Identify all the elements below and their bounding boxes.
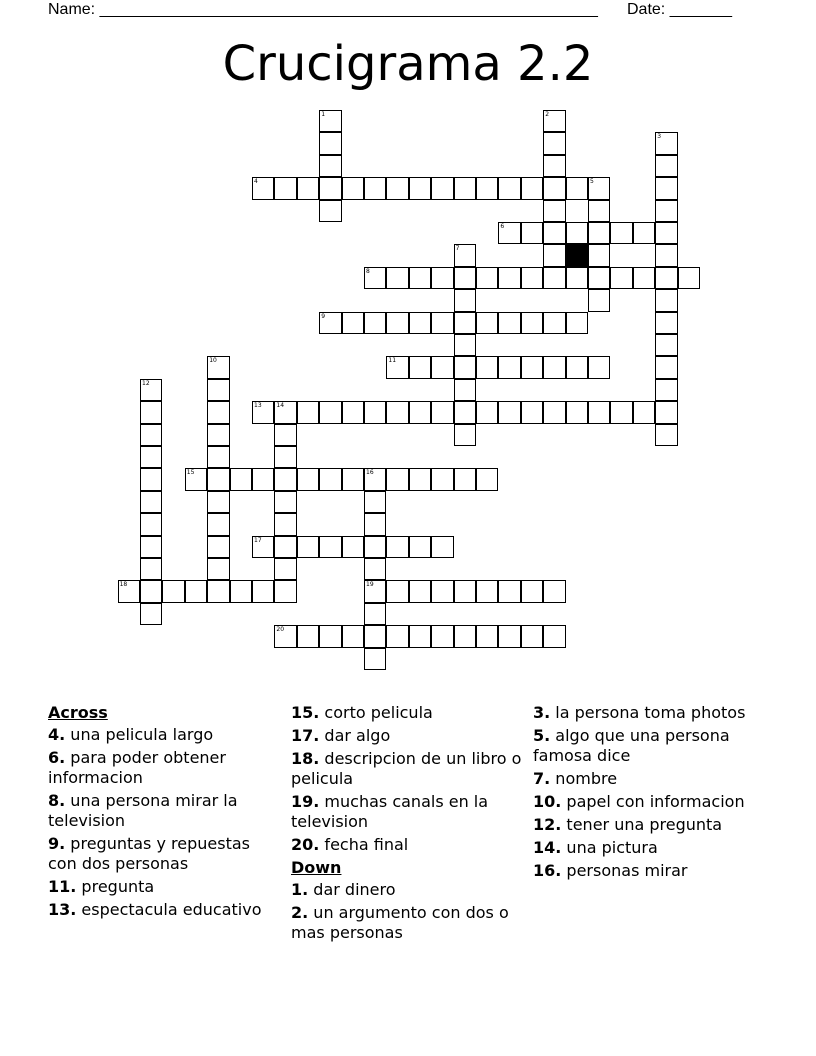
grid-cell[interactable] bbox=[431, 177, 453, 199]
clue-number: 12. bbox=[533, 815, 562, 834]
grid-cell[interactable] bbox=[364, 177, 386, 199]
grid-cell[interactable] bbox=[342, 312, 364, 334]
grid-cell[interactable] bbox=[342, 625, 364, 647]
grid-cell[interactable] bbox=[140, 580, 162, 602]
grid-cell[interactable] bbox=[386, 312, 408, 334]
cell-number: 15 bbox=[186, 469, 195, 477]
grid-cell[interactable] bbox=[543, 625, 565, 647]
clue-number: 14. bbox=[533, 838, 562, 857]
grid-cell[interactable] bbox=[588, 289, 610, 311]
clue-number: 4. bbox=[48, 725, 66, 744]
grid-cell[interactable] bbox=[521, 222, 543, 244]
cell-number: 6 bbox=[500, 223, 505, 230]
grid-cell[interactable] bbox=[207, 558, 229, 580]
cell-number: 19 bbox=[366, 581, 374, 589]
grid-cell[interactable] bbox=[476, 267, 498, 289]
grid-cell[interactable] bbox=[230, 580, 252, 602]
name-label: Name: ________________________________________________________ bbox=[48, 1, 598, 18]
grid-cell[interactable] bbox=[319, 132, 341, 154]
grid-cell[interactable] bbox=[521, 312, 543, 334]
grid-cell[interactable] bbox=[431, 580, 453, 602]
grid-cell[interactable] bbox=[140, 424, 162, 446]
across-clue-20 bbox=[291, 835, 526, 855]
grid-cell[interactable] bbox=[386, 401, 408, 423]
clue-number: 2. bbox=[291, 903, 309, 922]
grid-cell[interactable] bbox=[364, 513, 386, 535]
grid-cell[interactable] bbox=[409, 401, 431, 423]
down-clue-1 bbox=[291, 880, 526, 900]
clue-text: para poder obtener informacion bbox=[48, 748, 226, 787]
grid-cell[interactable] bbox=[409, 177, 431, 199]
cell-number: 7 bbox=[455, 245, 460, 253]
grid-cell[interactable] bbox=[566, 312, 588, 334]
cell-number: 14 bbox=[276, 402, 285, 410]
grid-cell[interactable] bbox=[633, 267, 655, 289]
clue-text: papel con informacion bbox=[561, 792, 745, 811]
grid-cell[interactable] bbox=[207, 491, 229, 513]
grid-cell[interactable] bbox=[610, 401, 632, 423]
grid-cell[interactable] bbox=[610, 267, 632, 289]
grid-cell[interactable] bbox=[207, 424, 229, 446]
grid-cell[interactable] bbox=[207, 513, 229, 535]
shaded-cell bbox=[566, 244, 588, 266]
grid-cell[interactable] bbox=[118, 580, 140, 602]
grid-cell[interactable] bbox=[454, 244, 476, 266]
grid-cell[interactable] bbox=[386, 267, 408, 289]
grid-cell[interactable] bbox=[610, 222, 632, 244]
clue-number: 11. bbox=[48, 877, 77, 896]
cell-number: 2 bbox=[545, 111, 550, 118]
down-clue-14 bbox=[533, 838, 768, 858]
grid-cell[interactable] bbox=[364, 603, 386, 625]
grid-cell[interactable] bbox=[162, 580, 184, 602]
clue-number: 3. bbox=[533, 703, 551, 722]
grid-cell[interactable] bbox=[274, 446, 296, 468]
grid-cell[interactable] bbox=[409, 356, 431, 378]
across-clue-17 bbox=[291, 726, 526, 746]
grid-cell[interactable] bbox=[655, 177, 677, 199]
grid-cell[interactable] bbox=[476, 580, 498, 602]
grid-cell[interactable] bbox=[431, 536, 453, 558]
grid-cell[interactable] bbox=[655, 379, 677, 401]
cell-number: 8 bbox=[366, 267, 370, 275]
grid-cell[interactable] bbox=[207, 446, 229, 468]
grid-cell[interactable] bbox=[476, 177, 498, 199]
grid-cell[interactable] bbox=[297, 401, 319, 423]
grid-cell[interactable] bbox=[230, 468, 252, 490]
grid-cell[interactable] bbox=[364, 580, 386, 602]
clue-text: una pelicula largo bbox=[65, 725, 214, 744]
across-clue-11 bbox=[48, 877, 283, 897]
grid-cell[interactable] bbox=[140, 491, 162, 513]
clue-number: 9. bbox=[48, 834, 66, 853]
down-clue-7 bbox=[533, 769, 768, 789]
clue-text: espectacula educativo bbox=[76, 900, 262, 919]
cell-number: 4 bbox=[254, 178, 258, 186]
grid-cell[interactable] bbox=[274, 558, 296, 580]
grid-cell[interactable] bbox=[498, 177, 520, 199]
clue-number: 19. bbox=[291, 792, 320, 811]
clue-text: nombre bbox=[550, 769, 618, 788]
grid-cell[interactable] bbox=[498, 312, 520, 334]
clue-number: 18. bbox=[291, 749, 320, 768]
clue-text: una pictura bbox=[561, 838, 658, 857]
cell-number: 9 bbox=[321, 312, 326, 320]
grid-cell[interactable] bbox=[431, 267, 453, 289]
clue-number: 13. bbox=[48, 900, 77, 919]
grid-cell[interactable] bbox=[566, 177, 588, 199]
clue-number: 17. bbox=[291, 726, 320, 745]
grid-cell[interactable] bbox=[319, 110, 341, 132]
grid-cell[interactable] bbox=[521, 267, 543, 289]
grid-cell[interactable] bbox=[588, 222, 610, 244]
grid-cell[interactable] bbox=[655, 132, 677, 154]
grid-cell[interactable] bbox=[364, 312, 386, 334]
grid-cell[interactable] bbox=[498, 356, 520, 378]
grid-cell[interactable] bbox=[431, 312, 453, 334]
grid-cell[interactable] bbox=[655, 334, 677, 356]
grid-cell[interactable] bbox=[364, 558, 386, 580]
clue-number: 8. bbox=[48, 791, 66, 810]
grid-cell[interactable] bbox=[454, 424, 476, 446]
grid-cell[interactable] bbox=[498, 267, 520, 289]
grid-cell[interactable] bbox=[476, 312, 498, 334]
grid-cell[interactable] bbox=[274, 177, 296, 199]
down-clue-10 bbox=[533, 792, 768, 812]
across-clue-19 bbox=[291, 792, 526, 832]
grid-cell[interactable] bbox=[274, 468, 296, 490]
across-clue-13 bbox=[48, 900, 283, 920]
down-clue-16 bbox=[533, 861, 768, 881]
grid-cell[interactable] bbox=[543, 267, 565, 289]
grid-cell[interactable] bbox=[431, 356, 453, 378]
clue-column-3 bbox=[533, 703, 768, 884]
grid-cell[interactable] bbox=[342, 401, 364, 423]
grid-cell[interactable] bbox=[543, 312, 565, 334]
down-clue-5 bbox=[533, 726, 768, 766]
grid-cell[interactable] bbox=[588, 401, 610, 423]
grid-cell[interactable] bbox=[655, 356, 677, 378]
grid-cell[interactable] bbox=[207, 379, 229, 401]
grid-cell[interactable] bbox=[566, 401, 588, 423]
grid-cell[interactable] bbox=[588, 244, 610, 266]
grid-cell[interactable] bbox=[521, 177, 543, 199]
grid-cell[interactable] bbox=[678, 267, 700, 289]
grid-cell[interactable] bbox=[274, 424, 296, 446]
grid-cell[interactable] bbox=[655, 424, 677, 446]
clue-text: muchas canals en la television bbox=[291, 792, 489, 831]
clue-text: una persona mirar la television bbox=[48, 791, 238, 830]
grid-cell[interactable] bbox=[543, 132, 565, 154]
clue-text: tener una pregunta bbox=[561, 815, 723, 834]
grid-cell[interactable] bbox=[588, 200, 610, 222]
grid-cell[interactable] bbox=[140, 558, 162, 580]
grid-cell[interactable] bbox=[386, 177, 408, 199]
grid-cell[interactable] bbox=[498, 625, 520, 647]
cell-number: 18 bbox=[119, 581, 128, 589]
grid-cell[interactable] bbox=[274, 625, 296, 647]
grid-cell[interactable] bbox=[207, 468, 229, 490]
grid-cell[interactable] bbox=[454, 289, 476, 311]
grid-cell[interactable] bbox=[342, 468, 364, 490]
grid-cell[interactable] bbox=[386, 625, 408, 647]
grid-cell[interactable] bbox=[454, 379, 476, 401]
clue-text: corto pelicula bbox=[319, 703, 433, 722]
grid-cell[interactable] bbox=[476, 356, 498, 378]
grid-cell[interactable] bbox=[498, 580, 520, 602]
grid-cell[interactable] bbox=[543, 401, 565, 423]
grid-cell[interactable] bbox=[386, 468, 408, 490]
grid-cell[interactable] bbox=[386, 580, 408, 602]
across-clue-8 bbox=[48, 791, 283, 831]
grid-cell[interactable] bbox=[566, 356, 588, 378]
grid-cell[interactable] bbox=[566, 267, 588, 289]
grid-cell[interactable] bbox=[431, 468, 453, 490]
grid-cell[interactable] bbox=[655, 267, 677, 289]
grid-cell[interactable] bbox=[342, 536, 364, 558]
grid-cell[interactable] bbox=[140, 513, 162, 535]
grid-cell[interactable] bbox=[364, 468, 386, 490]
cell-number: 17 bbox=[254, 536, 262, 544]
grid-cell[interactable] bbox=[454, 468, 476, 490]
grid-cell[interactable] bbox=[140, 536, 162, 558]
grid-cell[interactable] bbox=[140, 468, 162, 490]
grid-cell[interactable] bbox=[543, 200, 565, 222]
grid-cell[interactable] bbox=[297, 177, 319, 199]
grid-cell[interactable] bbox=[454, 267, 476, 289]
grid-cell[interactable] bbox=[655, 312, 677, 334]
grid-cell[interactable] bbox=[319, 200, 341, 222]
grid-cell[interactable] bbox=[252, 536, 274, 558]
clue-text: dar algo bbox=[319, 726, 391, 745]
clue-text: personas mirar bbox=[561, 861, 688, 880]
grid-cell[interactable] bbox=[252, 580, 274, 602]
grid-cell[interactable] bbox=[655, 200, 677, 222]
grid-cell[interactable] bbox=[319, 177, 341, 199]
cell-number: 5 bbox=[590, 178, 594, 186]
grid-cell[interactable] bbox=[454, 625, 476, 647]
down-clue-12 bbox=[533, 815, 768, 835]
grid-cell[interactable] bbox=[633, 222, 655, 244]
grid-cell[interactable] bbox=[655, 401, 677, 423]
grid-cell[interactable] bbox=[454, 356, 476, 378]
across-clue-6 bbox=[48, 748, 283, 788]
grid-cell[interactable] bbox=[274, 536, 296, 558]
clue-text: preguntas y repuestas con dos personas bbox=[48, 834, 250, 873]
grid-cell[interactable] bbox=[543, 580, 565, 602]
grid-cell[interactable] bbox=[185, 468, 207, 490]
clue-text: dar dinero bbox=[308, 880, 396, 899]
grid-cell[interactable] bbox=[140, 446, 162, 468]
clue-column-1 bbox=[48, 703, 283, 923]
grid-cell[interactable] bbox=[566, 222, 588, 244]
grid-cell[interactable] bbox=[521, 401, 543, 423]
grid-cell[interactable] bbox=[364, 536, 386, 558]
grid-cell[interactable] bbox=[498, 222, 520, 244]
grid-cell[interactable] bbox=[454, 580, 476, 602]
cell-number: 3 bbox=[657, 133, 662, 141]
grid-cell[interactable] bbox=[274, 491, 296, 513]
grid-cell[interactable] bbox=[207, 401, 229, 423]
cell-number: 12 bbox=[142, 379, 150, 387]
grid-cell[interactable] bbox=[252, 401, 274, 423]
grid-cell[interactable] bbox=[521, 625, 543, 647]
grid-cell[interactable] bbox=[364, 401, 386, 423]
grid-cell[interactable] bbox=[342, 177, 364, 199]
clue-column-2 bbox=[291, 703, 526, 946]
date-label: Date: _______ bbox=[627, 1, 732, 18]
grid-cell[interactable] bbox=[364, 267, 386, 289]
grid-cell[interactable] bbox=[454, 334, 476, 356]
grid-cell[interactable] bbox=[543, 244, 565, 266]
clue-text: fecha final bbox=[319, 835, 409, 854]
grid-cell[interactable] bbox=[252, 177, 274, 199]
grid-cell[interactable] bbox=[297, 625, 319, 647]
grid-cell[interactable] bbox=[297, 468, 319, 490]
cell-number: 13 bbox=[254, 402, 262, 410]
clue-number: 5. bbox=[533, 726, 551, 745]
grid-cell[interactable] bbox=[655, 155, 677, 177]
grid-cell[interactable] bbox=[476, 625, 498, 647]
grid-cell[interactable] bbox=[409, 312, 431, 334]
cell-number: 1 bbox=[321, 111, 326, 118]
grid-cell[interactable] bbox=[409, 625, 431, 647]
across-heading: Across bbox=[48, 703, 108, 722]
grid-cell[interactable] bbox=[409, 468, 431, 490]
cell-number: 10 bbox=[209, 357, 217, 365]
across-clue-15 bbox=[291, 703, 526, 723]
grid-cell[interactable] bbox=[409, 536, 431, 558]
across-clue-18 bbox=[291, 749, 526, 789]
grid-cell[interactable] bbox=[140, 379, 162, 401]
grid-cell[interactable] bbox=[319, 155, 341, 177]
clue-number: 20. bbox=[291, 835, 320, 854]
grid-cell[interactable] bbox=[364, 625, 386, 647]
cell-number: 20 bbox=[276, 626, 285, 634]
grid-cell[interactable] bbox=[588, 177, 610, 199]
grid-cell[interactable] bbox=[319, 401, 341, 423]
grid-cell[interactable] bbox=[319, 625, 341, 647]
grid-cell[interactable] bbox=[207, 580, 229, 602]
grid-cell[interactable] bbox=[588, 356, 610, 378]
page-title: Crucigrama 2.2 bbox=[222, 36, 594, 92]
grid-cell[interactable] bbox=[521, 580, 543, 602]
grid-cell[interactable] bbox=[386, 356, 408, 378]
grid-cell[interactable] bbox=[274, 580, 296, 602]
across-clue-4 bbox=[48, 725, 283, 745]
grid-cell[interactable] bbox=[140, 401, 162, 423]
grid-cell[interactable] bbox=[431, 625, 453, 647]
clue-text: pregunta bbox=[76, 877, 155, 896]
clue-text: un argumento con dos o mas personas bbox=[291, 903, 509, 942]
grid-cell[interactable] bbox=[543, 110, 565, 132]
clue-number: 7. bbox=[533, 769, 551, 788]
clue-text: descripcion de un libro o pelicula bbox=[291, 749, 522, 788]
clue-text: la persona toma photos bbox=[550, 703, 746, 722]
grid-cell[interactable] bbox=[543, 356, 565, 378]
clue-number: 16. bbox=[533, 861, 562, 880]
grid-cell[interactable] bbox=[207, 536, 229, 558]
grid-cell[interactable] bbox=[655, 222, 677, 244]
clue-number: 10. bbox=[533, 792, 562, 811]
grid-cell[interactable] bbox=[409, 267, 431, 289]
grid-cell[interactable] bbox=[319, 312, 341, 334]
clue-number: 15. bbox=[291, 703, 320, 722]
grid-cell[interactable] bbox=[543, 222, 565, 244]
grid-cell[interactable] bbox=[409, 580, 431, 602]
grid-cell[interactable] bbox=[588, 267, 610, 289]
grid-cell[interactable] bbox=[431, 401, 453, 423]
down-clue-2 bbox=[291, 903, 526, 943]
grid-cell[interactable] bbox=[454, 401, 476, 423]
grid-cell[interactable] bbox=[454, 177, 476, 199]
grid-cell[interactable] bbox=[185, 580, 207, 602]
grid-cell[interactable] bbox=[655, 289, 677, 311]
cell-number: 16 bbox=[366, 469, 374, 477]
across-clue-9 bbox=[48, 834, 283, 874]
clue-number: 1. bbox=[291, 880, 309, 899]
grid-cell[interactable] bbox=[543, 177, 565, 199]
grid-cell[interactable] bbox=[633, 401, 655, 423]
grid-cell[interactable] bbox=[543, 155, 565, 177]
down-heading: Down bbox=[291, 858, 342, 877]
grid-cell[interactable] bbox=[297, 536, 319, 558]
grid-cell[interactable] bbox=[140, 603, 162, 625]
grid-cell[interactable] bbox=[364, 648, 386, 670]
grid-cell[interactable] bbox=[498, 401, 520, 423]
down-clue-3 bbox=[533, 703, 768, 723]
cell-number: 11 bbox=[388, 357, 397, 365]
grid-cell[interactable] bbox=[476, 401, 498, 423]
grid-cell[interactable] bbox=[364, 491, 386, 513]
grid-cell[interactable] bbox=[274, 513, 296, 535]
grid-cell[interactable] bbox=[252, 468, 274, 490]
grid-cell[interactable] bbox=[274, 401, 296, 423]
grid-cell[interactable] bbox=[521, 356, 543, 378]
clue-number: 6. bbox=[48, 748, 66, 767]
grid-cell[interactable] bbox=[476, 468, 498, 490]
grid-cell[interactable] bbox=[386, 536, 408, 558]
clue-text: algo que una persona famosa dice bbox=[533, 726, 730, 765]
grid-cell[interactable] bbox=[655, 244, 677, 266]
grid-cell[interactable] bbox=[319, 536, 341, 558]
grid-cell[interactable] bbox=[319, 468, 341, 490]
grid-cell[interactable] bbox=[454, 312, 476, 334]
grid-cell[interactable] bbox=[207, 356, 229, 378]
